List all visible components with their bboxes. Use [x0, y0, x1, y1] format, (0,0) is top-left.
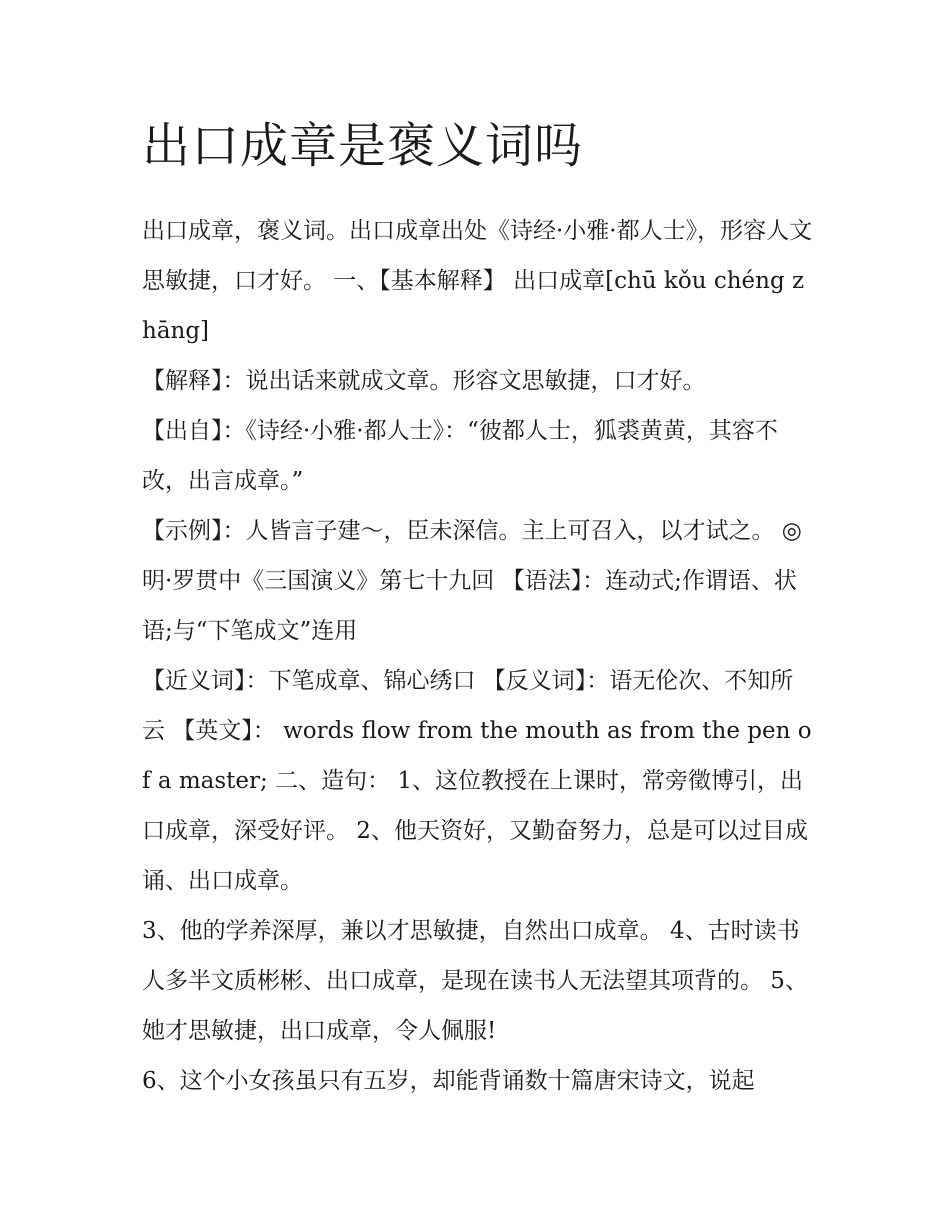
- paragraph-explanation: 【解释】：说出话来就成文章。形容文思敏捷，口才好。: [142, 368, 706, 394]
- paragraph-source: 【出自】：《诗经·小雅·都人士》：“彼都人士，狐裘黄黄，其容不改，出言成章。”: [142, 418, 778, 494]
- paragraph-synonyms: 【近义词】：下笔成章、锦心绣口 【反义词】：语无伦次、不知所云 【英文】： words flow from the mouth as from the pen of a master; 二、造句： 1、这位教授在上课时，常旁徵博引，出口成章，深受好评。 2、他天资好，又勤奋努力，总是可以过目成诵、出口成章。: [142, 668, 812, 894]
- document-page: [142, 112, 814, 1106]
- paragraph-intro: 出口成章，褒义词。出口成章出处《诗经·小雅·都人士》，形容人文思敏捷，口才好。 一、【基本解释】 出口成章[chū kǒu chéng zhāng]: [142, 218, 813, 344]
- document-title: 出口成章是褒义词吗: [142, 118, 584, 174]
- paragraph-example: 【示例】：人皆言子建～，臣未深信。主上可召入，以才试之。 ◎明·罗贯中《三国演义》第七十九回 【语法】：连动式;作谓语、状语;与“下笔成文”连用: [142, 518, 802, 644]
- paragraph-sentence-6: 6、这个小女孩虽只有五岁，却能背诵数十篇唐宋诗文，说起: [142, 1068, 755, 1094]
- paragraph-sentences: 3、他的学养深厚，兼以才思敏捷，自然出口成章。 4、古时读书人多半文质彬彬、出口成章，是现在读书人无法望其项背的。 5、她才思敏捷，出口成章，令人佩服!: [142, 918, 808, 1044]
